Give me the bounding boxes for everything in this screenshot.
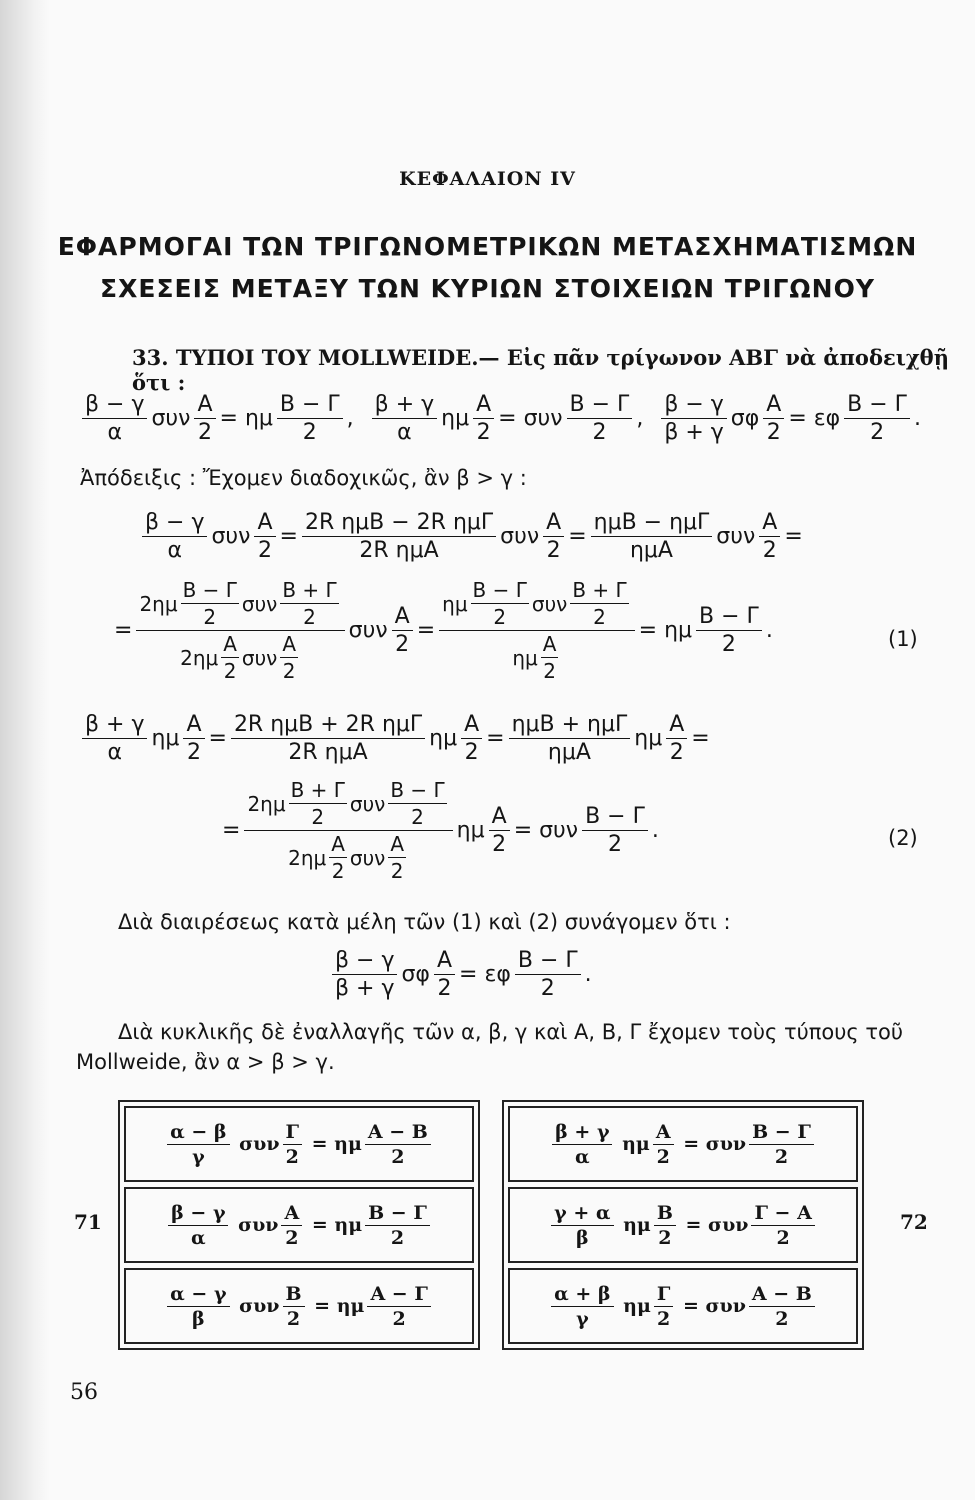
cyclic-text-line-1: Διὰ κυκλικῆς δὲ ἐναλλαγῆς τῶν α, β, γ καὶ Α, Β, Γ ἔχομεν τοὺς τύπους τοῦ (118, 1020, 904, 1044)
chapter-heading: ΚΕΦΑΛΑΙΟΝ IV (399, 168, 576, 190)
statement-formulas: $\frac{\beta - \gamma}{\alpha}$ συν $\frac{A}{2}$ = ημ $\frac{B - \Gamma}{2}$ , $\frac{\beta + \gamma}{\alpha}$ ημ $\frac{A}{2}$ = συν $\frac{B - \Gamma}{2}$ , $\frac{\beta - \gamma}{\beta + \gamma}$ σφ $\frac{A}{2}$ = εφ $\frac{B - \Gamma}{2}$ . (80, 392, 923, 445)
page-gutter-shadow (0, 0, 50, 1500)
cyclic-text-line-2: Mollweide, ἂν α > β > γ. (76, 1050, 335, 1074)
division-text: Διὰ διαιρέσεως κατὰ μέλη τῶν (1) καὶ (2) συνάγομεν ὅτι : (118, 910, 731, 934)
proof-equation-1b: = 2ημ $\frac{B - \Gamma}{2}$ συν $\frac{B + \Gamma}{2}$ 2ημ $\frac{A}{2}$ συν $\frac{A}{2}$ συν $\frac{A}{2}$ = ημ $\frac{B - \Gamma}{2}$ συν $\frac{B + \Gamma}{2}$ ημ $\frac{A}{2}$ = ημ $\frac{B - \Gamma}{2}$ . (114, 578, 773, 683)
tangent-result: $\frac{\beta - \gamma}{\beta + \gamma}$ σφ $\frac{A}{2}$ = εφ $\frac{B - \Gamma}{2}$ . (330, 948, 594, 1001)
proof-equation-1: $\frac{\beta - \gamma}{\alpha}$ συν $\frac{A}{2}$ = $\frac{\text{2R ημB − 2R ημΓ}}{\text{2R ημA}}$ συν $\frac{A}{2}$ = $\frac{\text{ημB − ημΓ}}{\text{ημA}}$ συν $\frac{A}{2}$ = (140, 510, 805, 563)
proof-intro: Ἀπόδειξις : Ἔχομεν διαδοχικῶς, ἂν β > γ : (80, 466, 527, 490)
proof-equation-2b: = 2ημ $\frac{B + \Gamma}{2}$ συν $\frac{B - \Gamma}{2}$ 2ημ $\frac{A}{2}$ συν $\frac{A}{2}$ ημ $\frac{A}{2}$ = συν $\frac{B - \Gamma}{2}$ . (222, 778, 659, 883)
box-number-72: 72 (900, 1210, 928, 1234)
formula-72b: $\frac{\gamma + \alpha}{\beta}$ ημ $\frac{B}{2}$ = συν $\frac{\Gamma - A}{2}$ (508, 1187, 858, 1263)
formula-71c: $\frac{\alpha - \gamma}{\beta}$ συν $\frac{B}{2}$ = ημ $\frac{A - \Gamma}{2}$ (124, 1268, 474, 1344)
title-line-1: ΕΦΑΡΜΟΓΑΙ ΤΩΝ ΤΡΙΓΩΝΟΜΕΤΡΙΚΩΝ ΜΕΤΑΣΧΗΜΑΤΙΣΜΩΝ (57, 232, 918, 261)
formula-72c: $\frac{\alpha + \beta}{\gamma}$ ημ $\frac{\Gamma}{2}$ = συν $\frac{A - B}{2}$ (508, 1268, 858, 1344)
equation-tag-1: (1) (888, 627, 918, 651)
title-line-2: ΣΧΕΣΕΙΣ ΜΕΤΑΞΥ ΤΩΝ ΚΥΡΙΩΝ ΣΤΟΙΧΕΙΩΝ ΤΡΙΓΩΝΟΥ (100, 274, 875, 303)
formula-box-right (502, 1100, 864, 1350)
page-number: 56 (70, 1380, 98, 1405)
equation-tag-2: (2) (888, 826, 918, 850)
formula-71a: $\frac{\alpha - \beta}{\gamma}$ συν $\frac{\Gamma}{2}$ = ημ $\frac{A - B}{2}$ (124, 1106, 474, 1182)
box-number-71: 71 (74, 1210, 102, 1234)
section-heading: 33. ΤΥΠΟΙ ΤΟΥ MOLLWEIDE.— Εἰς πᾶν τρίγωνον ΑΒΓ νὰ ἀποδειχθῇ ὅτι : (132, 345, 949, 395)
formula-box-left (118, 1100, 480, 1350)
proof-equation-2: $\frac{\beta + \gamma}{\alpha}$ ημ $\frac{A}{2}$ = $\frac{\text{2R ημB + 2R ημΓ}}{\text{2R ημA}}$ ημ $\frac{A}{2}$ = $\frac{\text{ημB + ημΓ}}{\text{ημA}}$ ημ $\frac{A}{2}$ = (80, 712, 712, 765)
formula-72a: $\frac{\beta + \gamma}{\alpha}$ ημ $\frac{A}{2}$ = συν $\frac{B - \Gamma}{2}$ (508, 1106, 858, 1182)
formula-71b: $\frac{\beta - \gamma}{\alpha}$ συν $\frac{A}{2}$ = ημ $\frac{B - \Gamma}{2}$ (124, 1187, 474, 1263)
